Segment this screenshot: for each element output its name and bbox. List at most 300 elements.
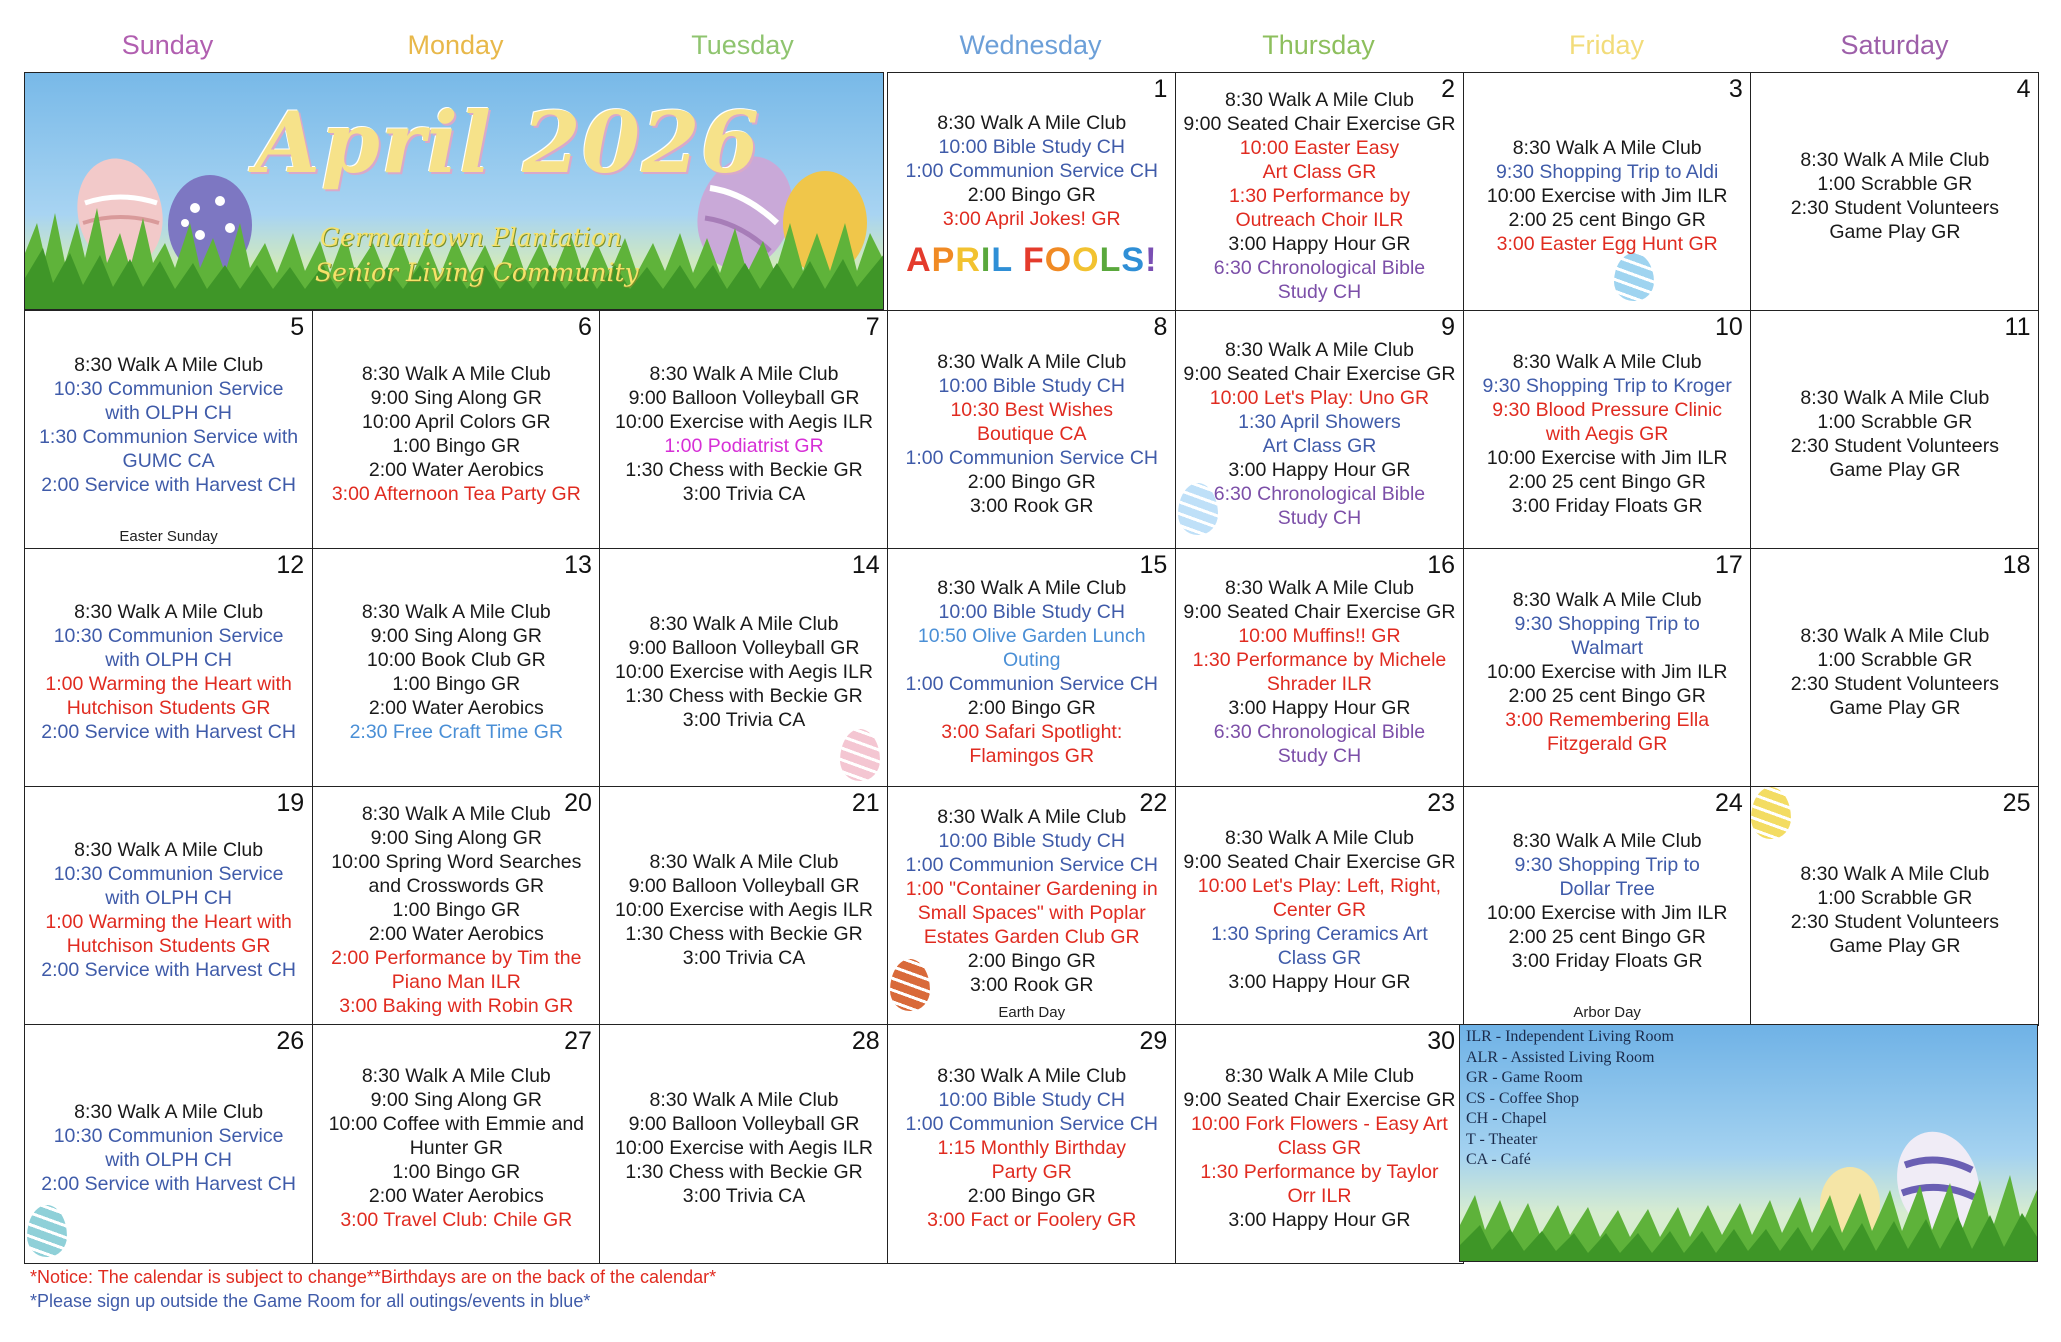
day-cell <box>1175 786 1464 1026</box>
event-list <box>1176 787 1463 1025</box>
event-item: 1:15 Monthly Birthday <box>937 1136 1127 1159</box>
event-item: 9:30 Shopping Trip to Kroger <box>1482 374 1732 397</box>
day-number: 10 <box>1714 313 1743 341</box>
event-list <box>1176 1025 1463 1263</box>
event-item: Hutchison Students GR <box>66 696 271 719</box>
event-item: 3:00 April Jokes! GR <box>942 208 1121 231</box>
day-number: 17 <box>1714 551 1743 579</box>
event-item: 10:30 Communion Service <box>53 862 284 885</box>
day-number: 3 <box>1728 75 1743 103</box>
event-item: 1:00 Bingo GR <box>392 434 521 457</box>
event-item: 2:00 Service with Harvest CH <box>41 958 296 981</box>
day-cell <box>1463 786 1752 1026</box>
event-item: 2:00 Bingo GR <box>967 949 1096 972</box>
event-item: 3:00 Trivia CA <box>682 1184 806 1207</box>
event-item: 3:00 Trivia CA <box>682 708 806 731</box>
event-item: 1:00 Scrabble GR <box>1817 648 1973 671</box>
day-cell <box>1175 548 1464 788</box>
event-list <box>1176 311 1463 549</box>
day-cell <box>599 310 888 550</box>
day-cell <box>312 310 601 550</box>
event-item: 8:30 Walk A Mile Club <box>1800 624 1990 647</box>
weekday-thursday: Thursday <box>1262 30 1375 60</box>
event-item: Game Play GR <box>1829 458 1961 481</box>
event-item: 10:00 Exercise with Aegis ILR <box>615 898 873 921</box>
event-item: Hutchison Students GR <box>66 934 271 957</box>
event-item: Game Play GR <box>1829 934 1961 957</box>
event-item: 2:00 Bingo GR <box>967 470 1096 493</box>
event-item: 10:00 Easter Easy <box>1239 136 1400 159</box>
event-item: 8:30 Walk A Mile Club <box>74 1100 264 1123</box>
event-item: 8:30 Walk A Mile Club <box>937 350 1127 373</box>
footer-notice: *Notice: The calendar is subject to change**Birthdays are on the back of the calendar* <box>30 1267 717 1287</box>
event-list <box>1176 73 1463 311</box>
day-cell <box>887 1024 1176 1264</box>
event-item: 9:00 Seated Chair Exercise GR <box>1183 1088 1456 1111</box>
event-item: 8:30 Walk A Mile Club <box>361 802 551 825</box>
day-cell <box>887 310 1176 550</box>
event-item: 8:30 Walk A Mile Club <box>1224 88 1414 111</box>
event-item: Art Class GR <box>1262 434 1377 457</box>
event-item: 1:00 Bingo GR <box>392 1160 521 1183</box>
event-item: 10:00 Bible Study CH <box>938 829 1125 852</box>
event-item: 9:00 Sing Along GR <box>370 826 542 849</box>
event-item: 2:00 Bingo GR <box>967 696 1096 719</box>
event-item: Dollar Tree <box>1559 877 1655 900</box>
event-item: 8:30 Walk A Mile Club <box>1800 386 1990 409</box>
event-item: Party GR <box>991 1160 1072 1183</box>
event-item: 9:00 Sing Along GR <box>370 1088 542 1111</box>
april-fools-art: APRIL FOOLS! <box>906 241 1158 280</box>
day-cell <box>312 1024 601 1264</box>
event-item: 10:00 Bible Study CH <box>938 374 1125 397</box>
legend-item: ILR - Independent Living Room <box>1466 1028 1674 1045</box>
event-item: 9:00 Balloon Volleyball GR <box>628 1112 860 1135</box>
event-item: 10:00 Let's Play: Left, Right, <box>1197 874 1442 897</box>
event-item: with Aegis GR <box>1545 422 1669 445</box>
day-number: 11 <box>2004 313 2031 341</box>
day-number: 4 <box>2016 75 2031 103</box>
event-list <box>25 549 312 787</box>
day-cell <box>24 786 313 1026</box>
event-item: 9:00 Seated Chair Exercise GR <box>1183 600 1456 623</box>
day-cell <box>1750 310 2039 550</box>
day-number: 21 <box>851 789 880 817</box>
event-item: 10:00 Exercise with Aegis ILR <box>615 410 873 433</box>
event-item: 3:00 Travel Club: Chile GR <box>340 1208 573 1231</box>
day-cell <box>599 1024 888 1264</box>
event-item: Class GR <box>1277 1136 1362 1159</box>
event-item: Game Play GR <box>1829 696 1961 719</box>
event-item: 2:30 Student Volunteers <box>1790 672 1999 695</box>
event-item: 1:00 Scrabble GR <box>1817 172 1973 195</box>
event-item: 8:30 Walk A Mile Club <box>74 353 264 376</box>
event-item: 1:30 Performance by <box>1228 184 1410 207</box>
event-item: 8:30 Walk A Mile Club <box>1512 588 1702 611</box>
event-item: 3:00 Remembering Ella <box>1505 708 1710 731</box>
event-item: 8:30 Walk A Mile Club <box>1224 576 1414 599</box>
banner-title: April 2026 <box>255 93 761 192</box>
day-cell <box>1750 72 2039 312</box>
day-number: 24 <box>1714 789 1743 817</box>
legend-item: ALR - Assisted Living Room <box>1466 1048 1655 1066</box>
weekday-friday: Friday <box>1568 30 1644 60</box>
event-item: 10:30 Communion Service <box>53 377 284 400</box>
day-number: 25 <box>2002 789 2031 817</box>
event-item: 10:00 Bible Study CH <box>938 1088 1125 1111</box>
event-item: 2:00 Performance by Tim the <box>331 946 582 969</box>
day-cell <box>1175 310 1464 550</box>
event-item: 10:00 Bible Study CH <box>938 136 1125 159</box>
event-item: 3:00 Happy Hour GR <box>1228 232 1411 255</box>
event-item: 8:30 Walk A Mile Club <box>937 112 1127 135</box>
event-item: 3:00 Friday Floats GR <box>1511 949 1703 972</box>
event-item: 8:30 Walk A Mile Club <box>361 362 551 385</box>
day-number: 14 <box>851 551 880 579</box>
day-cell <box>1750 786 2039 1026</box>
event-list <box>25 311 312 549</box>
event-item: 2:00 Water Aerobics <box>368 1184 544 1207</box>
day-number: 20 <box>564 789 592 817</box>
event-item: 6:30 Chronological Bible <box>1213 482 1426 505</box>
day-cell <box>24 310 313 550</box>
event-item: 8:30 Walk A Mile Club <box>1224 338 1414 361</box>
event-list <box>1751 549 2038 787</box>
event-item: 8:30 Walk A Mile Club <box>1800 862 1990 885</box>
event-item: 2:30 Student Volunteers <box>1790 196 1999 219</box>
event-item: Class GR <box>1277 946 1362 969</box>
event-item: 10:50 Olive Garden Lunch <box>917 624 1146 647</box>
footer-signup-note: *Please sign up outside the Game Room for all outings/events in blue* <box>30 1291 591 1311</box>
event-item: 10:00 Exercise with Jim ILR <box>1486 184 1728 207</box>
weekday-tuesday: Tuesday <box>691 30 794 60</box>
event-item: 1:30 Chess with Beckie GR <box>625 458 863 481</box>
day-cell <box>887 548 1176 788</box>
event-item: 1:30 Chess with Beckie GR <box>625 1160 863 1183</box>
event-item: Outreach Choir ILR <box>1235 208 1404 231</box>
event-item: 10:00 Muffins!! GR <box>1238 624 1401 647</box>
event-item: 9:30 Blood Pressure Clinic <box>1492 398 1723 421</box>
event-item: 1:30 Performance by Taylor <box>1200 1160 1439 1183</box>
event-item: Small Spaces" with Poplar <box>917 901 1146 924</box>
event-item: 6:30 Chronological Bible <box>1213 720 1426 743</box>
banner-subtitle-line2: Senior Living Community <box>315 258 639 287</box>
event-item: 10:00 Bible Study CH <box>938 600 1125 623</box>
legend-item: CS - Coffee Shop <box>1466 1089 1580 1107</box>
event-item: 1:00 Communion Service CH <box>905 672 1158 695</box>
event-item: 1:00 Bingo GR <box>392 672 521 695</box>
event-item: 8:30 Walk A Mile Club <box>649 850 839 873</box>
day-cell <box>1750 548 2039 788</box>
event-item: 9:00 Sing Along GR <box>370 386 542 409</box>
day-note: Easter Sunday <box>119 527 218 545</box>
event-item: 8:30 Walk A Mile Club <box>1224 1064 1414 1087</box>
event-item: 6:30 Chronological Bible <box>1213 256 1426 279</box>
event-item: 2:00 Water Aerobics <box>368 696 544 719</box>
event-item: 8:30 Walk A Mile Club <box>1800 148 1990 171</box>
event-list <box>888 549 1175 787</box>
event-item: 8:30 Walk A Mile Club <box>1512 350 1702 373</box>
event-item: 10:00 April Colors GR <box>362 410 551 433</box>
event-list <box>1751 311 2038 549</box>
event-item: 9:30 Shopping Trip to <box>1514 853 1700 876</box>
day-cell <box>1463 310 1752 550</box>
event-item: 1:30 April Showers <box>1238 410 1401 433</box>
event-item: 1:30 Spring Ceramics Art <box>1211 922 1428 945</box>
event-item: 1:30 Chess with Beckie GR <box>625 922 863 945</box>
day-number: 29 <box>1139 1027 1168 1055</box>
event-item: Study CH <box>1277 280 1362 303</box>
event-item: 3:00 Baking with Robin GR <box>339 994 574 1017</box>
day-number: 1 <box>1153 75 1168 103</box>
event-item: 8:30 Walk A Mile Club <box>937 1064 1127 1087</box>
event-item: Fitzgerald GR <box>1547 732 1668 755</box>
event-item: 10:00 Exercise with Jim ILR <box>1486 660 1728 683</box>
event-item: 2:00 Service with Harvest CH <box>41 473 296 496</box>
event-item: 1:00 Communion Service CH <box>905 853 1158 876</box>
day-note: Earth Day <box>998 1003 1066 1021</box>
event-item: 1:00 Communion Service CH <box>905 446 1158 469</box>
event-item: 2:00 Service with Harvest CH <box>41 1172 296 1195</box>
event-item: 8:30 Walk A Mile Club <box>649 1088 839 1111</box>
event-item: 9:30 Shopping Trip to <box>1514 612 1700 635</box>
event-list <box>1464 311 1751 549</box>
day-number: 18 <box>2002 551 2031 579</box>
day-number: 27 <box>564 1027 592 1055</box>
event-item: 8:30 Walk A Mile Club <box>74 600 264 623</box>
event-item: 3:00 Safari Spotlight: <box>941 720 1123 743</box>
weekday-sunday: Sunday <box>121 30 214 60</box>
event-list <box>313 311 600 549</box>
legend-item: CH - Chapel <box>1466 1110 1547 1127</box>
day-number: 5 <box>290 313 305 341</box>
event-item: 3:00 Happy Hour GR <box>1228 458 1411 481</box>
event-list <box>1751 73 2038 311</box>
event-item: Game Play GR <box>1829 220 1961 243</box>
event-item: 9:00 Balloon Volleyball GR <box>628 386 860 409</box>
event-item: 9:00 Seated Chair Exercise GR <box>1183 362 1456 385</box>
event-item: Hunter GR <box>409 1136 503 1159</box>
event-item: 2:00 Water Aerobics <box>368 458 544 481</box>
event-item: 10:00 Exercise with Jim ILR <box>1486 446 1728 469</box>
event-item: 1:00 Warming the Heart with <box>45 672 292 695</box>
event-item: 10:00 Exercise with Jim ILR <box>1486 901 1728 924</box>
event-item: 1:00 "Container Gardening in <box>905 877 1158 900</box>
event-item: 8:30 Walk A Mile Club <box>1512 136 1702 159</box>
event-item: GUMC CA <box>122 449 215 472</box>
event-list <box>313 549 600 787</box>
event-item: 10:00 Spring Word Searches <box>331 850 582 873</box>
event-item: 2:00 25 cent Bingo GR <box>1508 470 1706 493</box>
event-item: 10:00 Exercise with Aegis ILR <box>615 1136 873 1159</box>
day-cell <box>1463 548 1752 788</box>
banner-subtitle-line1: Germantown Plantation <box>320 223 622 252</box>
event-item: Estates Garden Club GR <box>923 925 1140 948</box>
event-item: 9:00 Seated Chair Exercise GR <box>1183 850 1456 873</box>
event-item: 9:00 Balloon Volleyball GR <box>628 636 860 659</box>
day-number: 16 <box>1427 551 1456 579</box>
day-number: 6 <box>578 313 592 341</box>
month-banner <box>24 72 884 310</box>
event-item: 3:00 Rook GR <box>969 973 1094 996</box>
event-item: 8:30 Walk A Mile Club <box>937 576 1127 599</box>
event-item: 8:30 Walk A Mile Club <box>361 1064 551 1087</box>
event-list <box>25 787 312 1025</box>
event-item: 9:00 Balloon Volleyball GR <box>628 874 860 897</box>
event-list <box>313 787 600 1025</box>
day-cell <box>24 548 313 788</box>
event-item: 1:00 Warming the Heart with <box>45 910 292 933</box>
event-item: 1:30 Chess with Beckie GR <box>625 684 863 707</box>
event-item: 2:30 Free Craft Time GR <box>349 720 564 743</box>
event-item: Center GR <box>1272 898 1367 921</box>
day-cell <box>887 786 1176 1026</box>
event-list <box>1751 787 2038 1025</box>
legend-item: T - Theater <box>1466 1130 1538 1148</box>
event-item: with OLPH CH <box>105 1148 232 1171</box>
event-item: 2:00 Bingo GR <box>967 184 1096 207</box>
day-cell <box>887 72 1176 312</box>
event-item: 3:00 Trivia CA <box>682 482 806 505</box>
event-item: 8:30 Walk A Mile Club <box>361 600 551 623</box>
event-item: and Crosswords GR <box>368 874 545 897</box>
day-number: 2 <box>1441 75 1456 103</box>
event-item: 1:00 Communion Service CH <box>905 1112 1158 1135</box>
event-item: 2:00 Bingo GR <box>967 1184 1096 1207</box>
event-list <box>313 1025 600 1263</box>
event-item: Study CH <box>1277 506 1362 529</box>
event-item: with OLPH CH <box>105 401 232 424</box>
day-cell <box>312 548 601 788</box>
weekday-monday: Monday <box>407 30 504 60</box>
legend-list <box>1466 1027 1674 1171</box>
event-item: 8:30 Walk A Mile Club <box>649 362 839 385</box>
event-item: 10:30 Communion Service <box>53 624 284 647</box>
event-item: Art Class GR <box>1262 160 1377 183</box>
day-number: 26 <box>276 1027 305 1055</box>
event-item: with OLPH CH <box>105 886 232 909</box>
event-item: 2:00 Water Aerobics <box>368 922 544 945</box>
calendar-grid <box>24 72 2038 1262</box>
event-item: 2:00 25 cent Bingo GR <box>1508 925 1706 948</box>
event-item: 2:30 Student Volunteers <box>1790 910 1999 933</box>
day-number: 30 <box>1427 1027 1456 1055</box>
event-item: 9:00 Seated Chair Exercise GR <box>1183 112 1456 135</box>
day-cell <box>1463 72 1752 312</box>
event-item: 1:00 Podiatrist GR <box>664 434 824 457</box>
event-list <box>25 1025 312 1263</box>
event-item: Orr ILR <box>1287 1184 1352 1207</box>
event-item: 8:30 Walk A Mile Club <box>1512 829 1702 852</box>
event-list <box>888 311 1175 549</box>
event-list <box>600 787 887 1025</box>
event-list <box>600 1025 887 1263</box>
event-item: 3:00 Easter Egg Hunt GR <box>1496 232 1718 255</box>
event-list <box>600 549 887 787</box>
event-item: 10:00 Fork Flowers - Easy Art <box>1191 1112 1448 1135</box>
legend-box <box>1459 1024 2038 1262</box>
day-number: 13 <box>564 551 592 579</box>
day-number: 19 <box>276 789 305 817</box>
legend-item: GR - Game Room <box>1466 1069 1583 1086</box>
day-number: 8 <box>1153 313 1168 341</box>
weekday-wednesday: Wednesday <box>959 30 1102 60</box>
event-item: 3:00 Afternoon Tea Party GR <box>331 482 581 505</box>
event-item: Piano Man ILR <box>391 970 521 993</box>
event-list <box>888 73 1175 311</box>
event-item: 1:00 Communion Service CH <box>905 160 1158 183</box>
event-item: 10:00 Exercise with Aegis ILR <box>615 660 873 683</box>
legend-item: CA - Café <box>1466 1151 1531 1168</box>
event-item: Boutique CA <box>976 422 1087 445</box>
event-item: 3:00 Happy Hour GR <box>1228 970 1411 993</box>
event-item: 8:30 Walk A Mile Club <box>649 612 839 635</box>
day-number: 28 <box>851 1027 880 1055</box>
event-item: 8:30 Walk A Mile Club <box>1224 826 1414 849</box>
event-item: 10:30 Best Wishes <box>950 398 1114 421</box>
day-number: 9 <box>1441 313 1456 341</box>
event-item: 10:00 Book Club GR <box>366 648 546 671</box>
event-item: 1:00 Scrabble GR <box>1817 886 1973 909</box>
event-item: 3:00 Happy Hour GR <box>1228 696 1411 719</box>
event-item: 8:30 Walk A Mile Club <box>74 838 264 861</box>
event-item: 3:00 Fact or Foolery GR <box>927 1208 1137 1231</box>
event-item: 3:00 Friday Floats GR <box>1511 494 1703 517</box>
event-item: 2:00 25 cent Bingo GR <box>1508 684 1706 707</box>
event-list <box>1464 549 1751 787</box>
event-list <box>1464 73 1751 311</box>
event-item: 9:30 Shopping Trip to Aldi <box>1496 160 1719 183</box>
day-number: 22 <box>1139 789 1168 817</box>
day-cell <box>1175 1024 1464 1264</box>
event-item: 1:30 Communion Service with <box>39 425 299 448</box>
event-list <box>600 311 887 549</box>
event-item: 1:30 Performance by Michele <box>1192 648 1447 671</box>
event-item: 10:00 Let's Play: Uno GR <box>1209 386 1430 409</box>
event-item: 8:30 Walk A Mile Club <box>937 805 1127 828</box>
event-item: 2:00 Service with Harvest CH <box>41 720 296 743</box>
event-item: Flamingos GR <box>969 744 1095 767</box>
day-number: 23 <box>1427 789 1456 817</box>
event-item: 1:00 Scrabble GR <box>1817 410 1973 433</box>
weekday-saturday: Saturday <box>1840 30 1949 60</box>
day-note: Arbor Day <box>1573 1003 1641 1021</box>
event-item: 2:00 25 cent Bingo GR <box>1508 208 1706 231</box>
event-item: with OLPH CH <box>105 648 232 671</box>
event-item: 10:00 Coffee with Emmie and <box>328 1112 585 1135</box>
event-item: 1:00 Bingo GR <box>392 898 521 921</box>
day-cell <box>599 548 888 788</box>
event-item: Study CH <box>1277 744 1362 767</box>
day-number: 7 <box>865 313 880 341</box>
event-list <box>1176 549 1463 787</box>
event-item: Walmart <box>1571 636 1644 659</box>
day-cell <box>599 786 888 1026</box>
day-number: 15 <box>1139 551 1168 579</box>
day-cell <box>1175 72 1464 312</box>
event-item: 3:00 Rook GR <box>969 494 1094 517</box>
event-item: Shrader ILR <box>1266 672 1373 695</box>
day-cell <box>312 786 601 1026</box>
event-item: 10:30 Communion Service <box>53 1124 284 1147</box>
event-list <box>1464 787 1751 1025</box>
day-cell <box>24 1024 313 1264</box>
event-item: Outing <box>1003 648 1061 671</box>
event-list <box>888 787 1175 1025</box>
day-number: 12 <box>276 551 305 579</box>
event-item: 2:30 Student Volunteers <box>1790 434 1999 457</box>
event-item: 9:00 Sing Along GR <box>370 624 542 647</box>
